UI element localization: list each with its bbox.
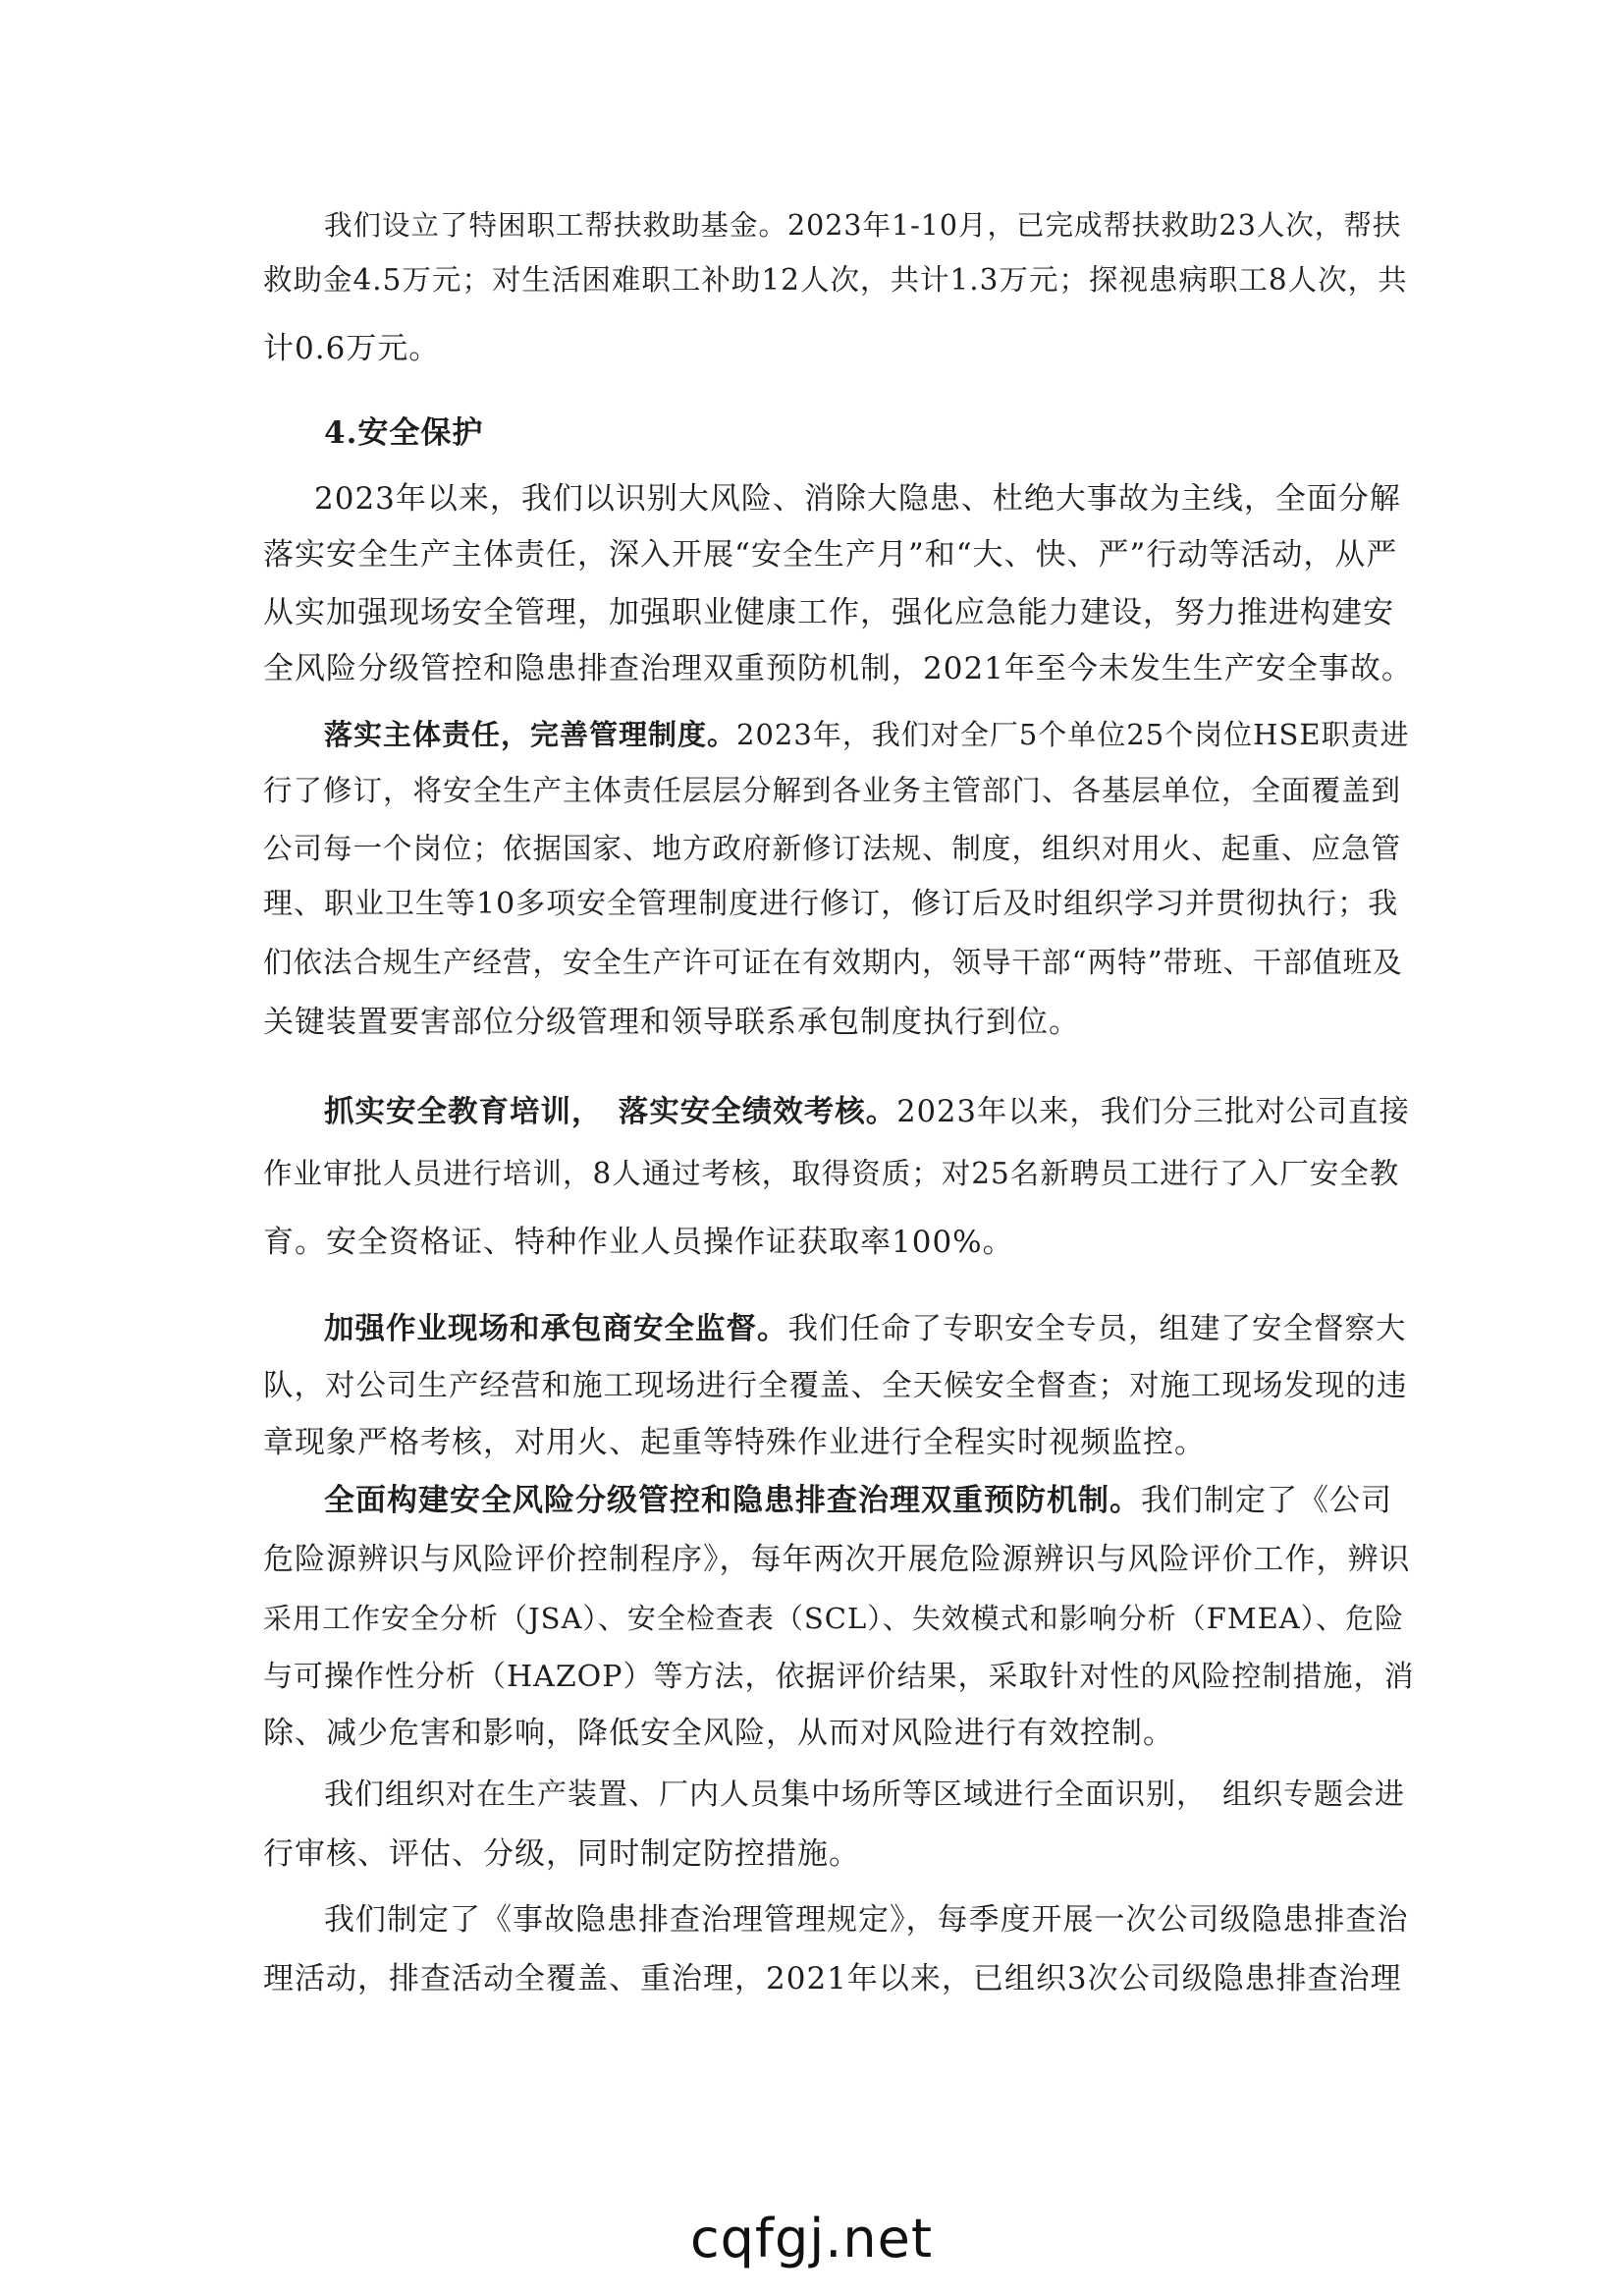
text-span: 2023年以来，我们分三批对公司直接 [896, 1095, 1410, 1129]
site-footer: cqfgj.net [689, 2208, 934, 2269]
paragraph-lead: 全面构建安全风险分级管控和隐患排查治理双重预防机制。 [324, 1483, 1141, 1518]
text-line: 育。安全资格证、特种作业人员操作证获取率100%。 [263, 1225, 1014, 1260]
text-line: 计0.6万元。 [263, 331, 441, 366]
text-line: 理、职业卫生等10多项安全管理制度进行修订，修订后及时组织学习并贯彻执行；我 [263, 887, 1399, 921]
text-line: 采用工作安全分析（JSA）、安全检查表（SCL）、失效模式和影响分析（FMEA）、危险 [263, 1602, 1405, 1635]
text-line: 救助金4.5万元；对生活困难职工补助12人次，共计1.3万元；探视患病职工8人次，共 [263, 263, 1408, 297]
text-line: 关键装置要害部位分级管理和领导联系承包制度执行到位。 [263, 1005, 1080, 1040]
text-line [324, 1481, 1392, 1520]
text-line: 落实安全生产主体责任，深入开展“安全生产月”和“大、快、严”行动等活动，从严 [263, 537, 1398, 573]
text-line: 们依法合规生产经营，安全生产许可证在有效期内，领导干部“两特”带班、干部值班及 [263, 946, 1403, 979]
paragraph-lead: 加强作业现场和承包商安全监督。 [324, 1311, 788, 1346]
section-heading: 4.安全保护 [324, 415, 484, 451]
text-span: 我们制定了《公司 [1141, 1483, 1392, 1518]
text-line: 危险源辨识与风险评价控制程序》，每年两次开展危险源辨识与风险评价工作，辨识 [263, 1542, 1411, 1577]
text-line [324, 1309, 1407, 1349]
text-line: 从实加强现场安全管理，加强职业健康工作，强化应急能力建设，努力推进构建安 [263, 595, 1394, 630]
text-line: 与可操作性分析（HAZOP）等方法，依据评价结果，采取针对性的风险控制措施，消 [263, 1660, 1415, 1694]
text-span: 2023年，我们对全厂5个单位25个岗位HSE职责进 [736, 718, 1410, 751]
text-line: 行了修订，将安全生产主体责任层层分解到各业务主管部门、各基层单位，全面覆盖到 [263, 774, 1402, 807]
text-span: 我们任命了专职安全专员，组建了安全督察大 [787, 1312, 1407, 1346]
text-line: 我们制定了《事故隐患排查治理管理规定》，每季度开展一次公司级隐患排查治 [324, 1902, 1409, 1938]
text-line: 章现象严格考核，对用火、起重等特殊作业进行全程实时视频监控。 [263, 1425, 1206, 1460]
text-line: 全风险分级管控和隐患排查治理双重预防机制，2021年至今未发生生产安全事故。 [263, 651, 1413, 686]
text-line: 行审核、评估、分级，同时制定防控措施。 [263, 1836, 860, 1872]
paragraph-lead: 落实主体责任，完善管理制度。 [324, 718, 737, 751]
text-line: 队，对公司生产经营和施工现场进行全覆盖、全天候安全督查；对施工现场发现的违 [263, 1369, 1408, 1403]
paragraph-lead: 抓实安全教育培训， 落实安全绩效考核。 [324, 1094, 897, 1129]
text-line [324, 715, 1410, 754]
text-line [324, 1092, 1410, 1132]
text-line: 作业审批人员进行培训，8人通过考核，取得资质；对25名新聘员工进行了入厂安全教 [263, 1157, 1400, 1190]
text-line: 2023年以来，我们以识别大风险、消除大隐患、杜绝大事故为主线，全面分解 [314, 481, 1401, 517]
text-line: 公司每一个岗位；依据国家、地方政府新修订法规、制度，组织对用火、起重、应急管 [263, 832, 1402, 865]
text-line: 我们设立了特困职工帮扶救助基金。2023年1-10月，已完成帮扶救助23人次，帮扶 [324, 209, 1402, 242]
text-line: 我们组织对在生产装置、厂内人员集中场所等区域进行全面识别， 组织专题会进 [324, 1777, 1405, 1812]
text-line: 除、减少危害和影响，降低安全风险，从而对风险进行有效控制。 [263, 1716, 1174, 1751]
text-line: 理活动，排查活动全覆盖、重治理，2021年以来，已组织3次公司级隐患排查治理 [263, 1961, 1402, 1996]
